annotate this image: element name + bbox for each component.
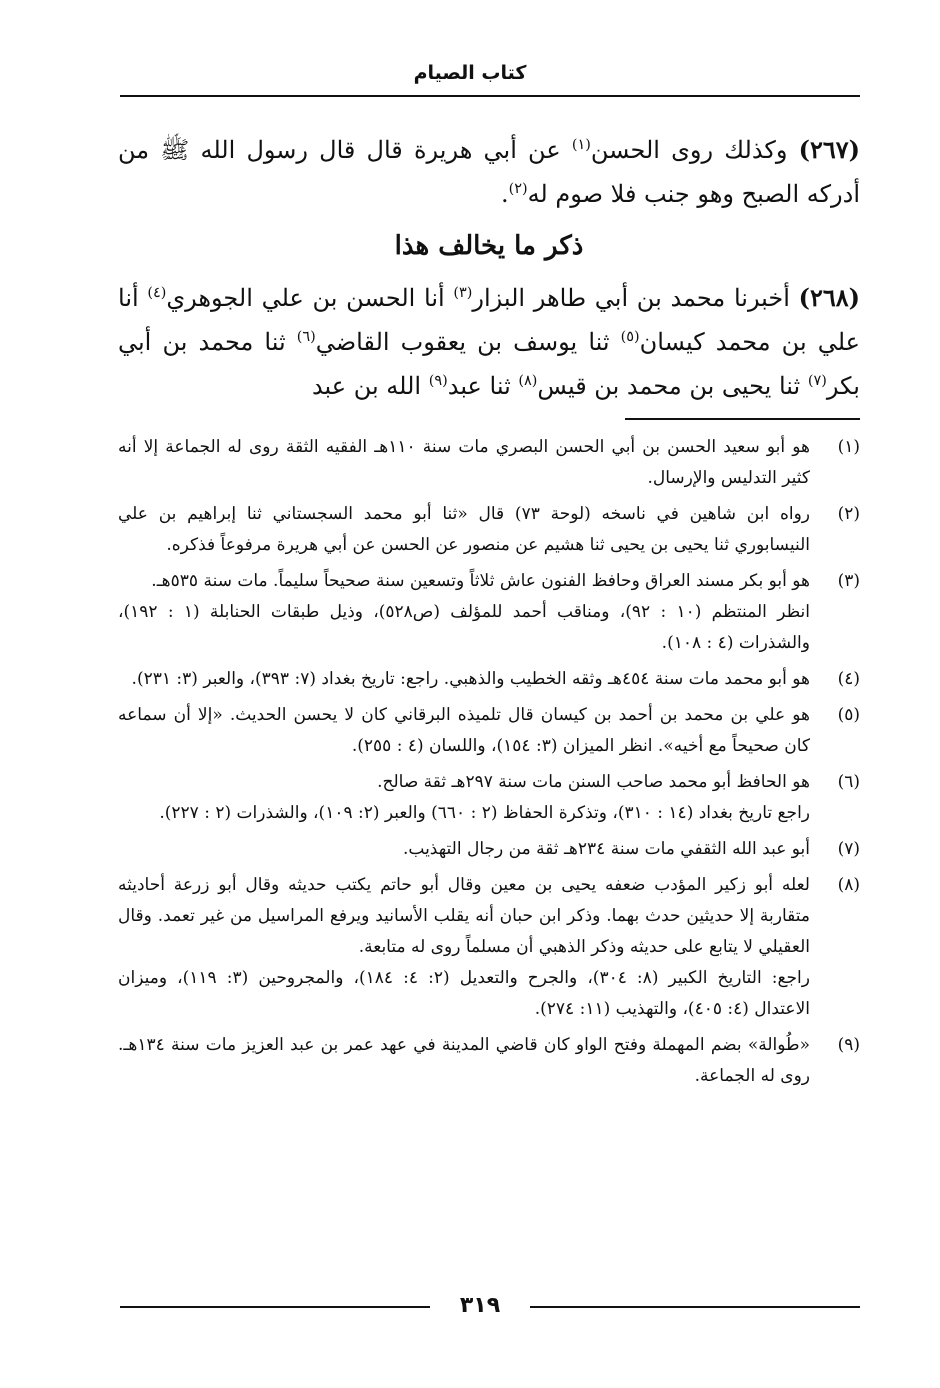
footnote-label: (٨) <box>837 875 860 895</box>
footnote-7 <box>118 834 860 865</box>
footnotes-section <box>118 432 860 1097</box>
footnote-label: (٣) <box>837 571 860 591</box>
footnote-1 <box>118 432 860 494</box>
running-header: كتاب الصيام <box>413 62 527 84</box>
header-rule <box>120 95 860 97</box>
footnote-body <box>118 834 810 865</box>
footnote-text: هو أبو بكر مسند العراق وحافظ الفنون عاش ثلاثاً وتسعين سنة صحيحاً سليماً. مات سنة ٥٣٥هـ. <box>151 571 810 591</box>
footnote-label: (٩) <box>837 1035 860 1055</box>
footnote-text: أبو عبد الله الثقفي مات سنة ٢٣٤هـ ثقة من رجال التهذيب. <box>402 839 810 859</box>
footnote-label: (١) <box>837 437 860 457</box>
text-segment: ثنا محمد بن أبي بكر <box>118 328 860 400</box>
text-segment: ثنا يوسف بن يعقوب القاضي <box>315 328 621 356</box>
footnote-body <box>118 767 810 829</box>
footnote-ref[interactable]: (٢) <box>508 181 528 197</box>
footnote-9 <box>118 1030 860 1092</box>
text-segment: الله بن عبد <box>311 372 429 400</box>
footnote-ref[interactable]: (٨) <box>518 373 538 389</box>
footnote-8 <box>118 870 860 1025</box>
main-text <box>118 128 860 408</box>
footnote-text: هو أبو محمد مات سنة ٤٥٤هـ وثقه الخطيب والذهبي. راجع: تاريخ بغداد (٧: ٣٩٣)، والعبر (٣: ٢٣١). <box>131 669 810 689</box>
footnote-label: (٥) <box>837 705 860 725</box>
footnote-4 <box>118 664 860 695</box>
footer-rule-left <box>120 1306 430 1308</box>
footnote-body <box>118 566 810 659</box>
footnote-label: (٢) <box>837 504 860 524</box>
footnote-separator <box>625 418 860 420</box>
footnote-ref[interactable]: (٩) <box>428 373 448 389</box>
text-segment: أخبرنا محمد بن أبي طاهر البزار <box>472 284 799 312</box>
footnote-text: انظر المنتظم (١٠ : ٩٢)، ومناقب أحمد للمؤلف (ص٥٢٨)، وذيل طبقات الحنابلة (١ : ١٩٢)، والشذرات (٤ : ١٠٨). <box>118 602 810 653</box>
paragraph-267 <box>118 128 860 216</box>
paragraph-268 <box>118 276 860 408</box>
text-segment: ثنا عبد <box>447 372 519 400</box>
footnote-text: راجع تاريخ بغداد (١٤ : ٣١٠)، وتذكرة الحفاظ (٢ : ٦٦٠) والعبر (٢: ١٠٩)، والشذرات (٢ : ٢٢٧). <box>159 803 810 823</box>
footnote-2 <box>118 499 860 561</box>
text-segment: أنا الحسن بن علي الجوهري <box>166 284 454 312</box>
footnote-6 <box>118 767 860 829</box>
footnote-text: هو أبو سعيد الحسن بن أبي الحسن البصري مات سنة ١١٠هـ الفقيه الثقة روى له الجماعة إلا أنه كثير التدليس والإرسال. <box>118 437 810 488</box>
footer-rule-right <box>530 1306 860 1308</box>
footnote-ref[interactable]: (٧) <box>807 373 827 389</box>
text-segment: أنا علي بن محمد كيسان <box>118 284 860 356</box>
footnote-ref[interactable]: (٣) <box>453 285 473 301</box>
footnote-3 <box>118 566 860 659</box>
footnote-label: (٤) <box>837 669 860 689</box>
footnote-text: راجع: التاريخ الكبير (٨: ٣٠٤)، والجرح والتعديل (٢: ٤: ١٨٤)، والمجروحين (٣: ١١٩)، وميزان الاعتدال (٤: ٤٠٥)، والتهذيب (١١: ٢٧٤). <box>118 968 810 1019</box>
text-segment: وكذلك روى الحسن <box>590 136 799 164</box>
footnote-text: «طُوالة» بضم المهملة وفتح الواو كان قاضي المدينة في عهد عمر بن عبد العزيز مات سنة ١٣٤هـ. روى له الجماعة. <box>118 1035 810 1086</box>
hadith-number: (٢٦٨) <box>798 283 861 312</box>
footnote-label: (٧) <box>837 839 860 859</box>
section-heading: ذكر ما يخالف هذا <box>394 231 584 261</box>
footnote-ref[interactable]: (٤) <box>147 285 167 301</box>
footnote-body <box>118 664 810 695</box>
footnote-label: (٦) <box>837 772 860 792</box>
footnote-ref[interactable]: (١) <box>571 137 591 153</box>
text-segment: . <box>500 180 509 208</box>
footnote-ref[interactable]: (٦) <box>296 329 316 345</box>
footnote-body <box>118 700 810 762</box>
text-segment: عن أبي هريرة قال قال رسول الله ﷺ من أدركه الصبح وهو جنب فلا صوم له <box>118 136 860 208</box>
footnote-body <box>118 1030 810 1092</box>
footnote-body <box>118 870 810 1025</box>
footnote-5 <box>118 700 860 762</box>
footnote-body <box>118 432 810 494</box>
page-number: ٣١٩ <box>459 1293 501 1318</box>
footnote-ref[interactable]: (٥) <box>620 329 640 345</box>
footnote-text: رواه ابن شاهين في ناسخه (لوحة ٧٣) قال «ثنا أبو محمد السجستاني ثنا إبراهيم بن علي النيسابوري ثنا يحيى بن يحيى ثنا هشيم عن منصور عن الحسن عن أبي هريرة مرفوعاً فذكره. <box>118 504 810 555</box>
footnote-text: هو علي بن محمد بن أحمد بن كيسان قال تلميذه البرقاني كان لا يحسن الحديث. «إلا أن سماعه كان صحيحاً مع أخيه». انظر الميزان (٣: ١٥٤)، واللسان (٤ : ٢٥٥). <box>118 705 810 756</box>
footnote-text: لعله أبو زكير المؤدب ضعفه يحيى بن معين وقال أبو حاتم يكتب حديثه وقال أبو زرعة أحاديثه متقاربة إلا حديثين حدث بهما. وذكر ابن حبان أنه يقلب الأسانيد ويرفع المراسيل من غير تعمد. وقال العقيلي لا يتابع على حديثه وذكر الذهبي أن مسلماً روى له متابعة. <box>118 875 810 957</box>
page-footer <box>120 1292 860 1322</box>
footnote-body <box>118 499 810 561</box>
hadith-number: (٢٦٧) <box>798 135 861 164</box>
text-segment: ثنا يحيى بن محمد بن قيس <box>537 372 808 400</box>
footnote-text: هو الحافظ أبو محمد صاحب السنن مات سنة ٢٩٧هـ ثقة صالح. <box>377 772 810 792</box>
